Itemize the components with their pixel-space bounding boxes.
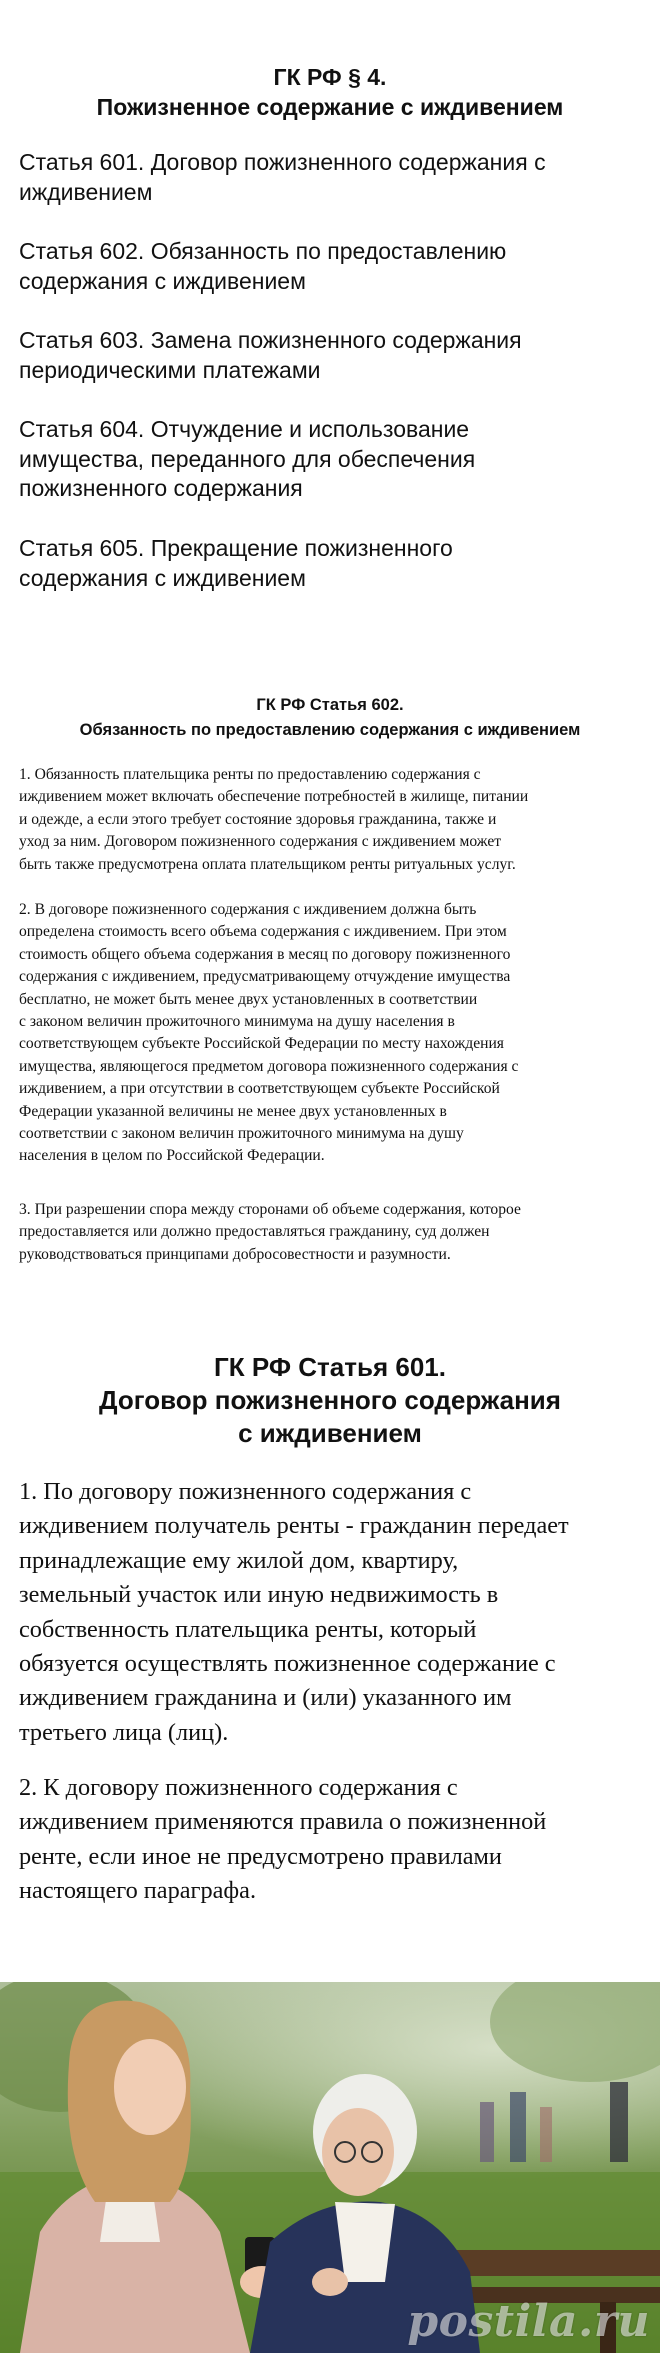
bystander — [480, 2102, 494, 2162]
text-line: и одежде, а если этого требует состояние здоровья гражданина, также и — [19, 810, 497, 828]
article-601-title-line1: ГК РФ Статья 601. — [214, 1352, 446, 1382]
chapter-title-line2: Пожизненное содержание с иждивением — [96, 94, 564, 120]
text-line: стоимость общего объема содержания в месяц по договору пожизненного — [19, 945, 511, 963]
article-601-title-line2: Договор пожизненного содержания — [99, 1385, 561, 1415]
text-line: содержания с иждивением, предусматривающему отчуждение имущества — [19, 968, 511, 986]
article-601-paragraph-2 — [19, 1771, 643, 1909]
elder-blouse — [335, 2202, 395, 2282]
article-602-paragraph-1 — [19, 764, 641, 876]
text-line: определена стоимость всего объема содержания с иждивением. При этом — [19, 923, 507, 941]
article-602-title-line2: Обязанность по предоставлению содержания с иждивением — [79, 721, 581, 739]
article-link-line: иждивением — [19, 178, 153, 205]
article-link-line: Статья 601. Договор пожизненного содержания с — [19, 149, 546, 175]
photo-two-women-with-phone — [0, 1982, 660, 2353]
bystander — [610, 2082, 628, 2162]
bystander — [540, 2107, 552, 2162]
text-line: третьего лица (лиц). — [19, 1718, 229, 1746]
text-line: с законом величин прожиточного минимума на душу населения в — [19, 1013, 455, 1031]
text-line: предоставляется или должно предоставляться гражданину, суд должен — [19, 1223, 490, 1241]
text-line: иждивением, а при отсутствии в соответствующем субъекте Российской — [19, 1080, 500, 1098]
text-line: 2. В договоре пожизненного содержания с иждивением должна быть — [19, 901, 477, 918]
young-woman-face — [114, 2039, 186, 2135]
text-line: имущества, являющегося предметом договора пожизненного содержания с — [19, 1057, 519, 1075]
text-line: соответствии с законом величин прожиточного минимума на душу — [19, 1125, 464, 1143]
text-line: земельный участок или иную недвижимость в — [19, 1581, 499, 1609]
article-602-paragraph-2 — [19, 899, 641, 1168]
article-link-603[interactable] — [19, 326, 639, 385]
watermark-logo: postila.ru — [407, 2296, 650, 2347]
text-line: соответствующем субъекте Российской Федерации по месту нахождения — [19, 1035, 504, 1053]
bystander — [510, 2092, 526, 2162]
text-line: 1. Обязанность плательщика ренты по предоставлению содержания с — [19, 766, 481, 783]
article-link-601[interactable] — [19, 148, 639, 207]
article-link-line: Статья 602. Обязанность по предоставлению — [19, 238, 507, 264]
article-link-line: содержания с иждивением — [19, 564, 306, 591]
article-link-602[interactable] — [19, 237, 639, 296]
elder-face — [322, 2108, 394, 2196]
text-line: иждивением может включать обеспечение потребностей в жилище, питании — [19, 788, 529, 806]
text-line: обязуется осуществлять пожизненное содержание с — [19, 1650, 556, 1678]
text-line: руководствоваться принципами добросовестности и разумности. — [19, 1245, 451, 1263]
text-line: иждивением применяются правила о пожизненной — [19, 1808, 547, 1836]
article-link-line: имущества, переданного для обеспечения — [19, 445, 476, 472]
article-link-line: периодическими платежами — [19, 356, 321, 383]
text-line: населения в целом по Российской Федерации. — [19, 1147, 325, 1165]
text-line: быть также предусмотрена оплата плательщиком ренты ритуальных услуг. — [19, 855, 516, 873]
article-link-605[interactable] — [19, 534, 639, 593]
text-line: иждивением гражданина и (или) указанного им — [19, 1684, 512, 1712]
text-line: собственность плательщика ренты, который — [19, 1615, 477, 1643]
text-line: принадлежащие ему жилой дом, квартиру, — [19, 1546, 459, 1574]
article-link-line: Статья 605. Прекращение пожизненного — [19, 535, 453, 561]
article-602-paragraph-3 — [19, 1199, 641, 1266]
article-link-line: пожизненного содержания — [19, 475, 303, 501]
text-line: иждивением получатель ренты - гражданин передает — [19, 1512, 569, 1540]
text-line: ренте, если иное не предусмотрено правилами — [19, 1842, 502, 1870]
elder-hand — [312, 2268, 348, 2296]
text-line: бесплатно, не может быть менее двух установленных в соответствии — [19, 990, 478, 1008]
text-line: Федерации указанной величины не менее двух установленных в — [19, 1102, 447, 1120]
text-line: настоящего параграфа. — [19, 1877, 257, 1905]
article-601-paragraph-1 — [19, 1475, 643, 1750]
article-link-line: содержания с иждивением — [19, 267, 306, 294]
text-line: уход за ним. Договором пожизненного содержания с иждивением может — [19, 833, 502, 851]
article-602-title-line1: ГК РФ Статья 602. — [256, 696, 404, 714]
article-link-line: Статья 604. Отчуждение и использование — [19, 416, 470, 442]
text-line: 2. К договору пожизненного содержания с — [19, 1774, 458, 1801]
chapter-contents — [0, 0, 660, 640]
article-link-line: Статья 603. Замена пожизненного содержания — [19, 327, 522, 353]
article-601-title-line3: с иждивением — [238, 1418, 422, 1448]
article-link-604[interactable] — [19, 415, 639, 504]
text-line: 1. По договору пожизненного содержания с — [19, 1478, 472, 1505]
text-line: 3. При разрешении спора между сторонами об объеме содержания, которое — [19, 1201, 521, 1218]
chapter-title-line1: ГК РФ § 4. — [273, 64, 387, 90]
